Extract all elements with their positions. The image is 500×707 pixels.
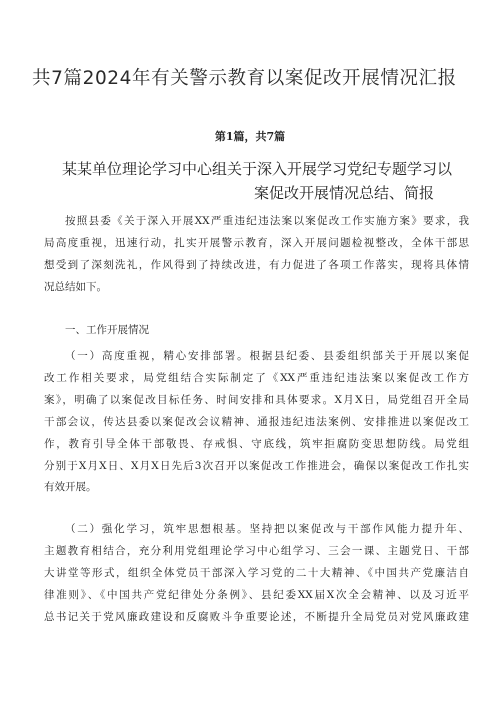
paragraph-line: 案》，明确了以案促改目标任务、时间安排和具体要求。X月X日，局党组召开全局 [44,393,469,406]
paragraph-line: 按照县委《关于深入开展XX严重违纪违法案以案促改工作实施方案》要求，我 [65,215,469,227]
paragraph-line: 作，教育引导全体干部敬畏、存戒惧、守底线，筑牢拒腐防变思想防线。局党组 [44,437,469,450]
item1-paragraph [44,346,469,499]
section-title: 一、工作开展情况 [65,324,149,336]
paragraph-line: 大讲堂等形式，组织全体党员干部深入学习党的二十大精神、《中国共产党廉洁自 [44,566,469,579]
paragraph-line: 局高度重视，迅速行动，扎实开展警示教育，深入开展问题检视整改，全体干部思 [44,236,469,249]
paragraph-line: 有效开展。 [44,481,97,494]
paragraph-line: 况总结如下。 [44,280,107,293]
paragraph-line: 主题教育相结合，充分利用党组理论学习中心组学习、三会一课、主题党日、干部 [44,544,469,557]
paragraph-line: 总书记关于党风廉政建设和反腐败斗争重要论述，不断提升全局党员对党风廉政建 [44,610,469,623]
paragraph-line: 律准则》、《中国共产党纪律处分条例》、县纪委XX届X次全会精神、以及习近平 [44,588,469,601]
document-title: 共7篇2024年有关警示教育以案促改开展情况汇报 [32,68,457,89]
article-heading [40,157,458,205]
paragraph-line: （二）强化学习，筑牢思想根基。坚持把以案促改与干部作风能力提升年、 [65,523,469,535]
heading-line: 某某单位理论学习中心组关于深入开展学习党纪专题学习以 [61,160,452,178]
paragraph-line: 想受到了深刻洗礼，作风得到了持续改进，有力促进了各项工作落实，现将具体情 [44,258,469,271]
heading-line: 案促改开展情况总结、简报 [253,184,434,202]
paragraph-line: （一）高度重视，精心安排部署。根据县纪委、县委组织部关于开展以案促 [65,350,469,362]
part-label: 第1篇，共7篇 [214,130,286,143]
paragraph-line: 干部会议，传达县委以案促改会议精神、通报违纪违法案例、安排推进以案促改工 [44,415,469,428]
intro-paragraph [44,211,469,299]
paragraph-line: 分别于X月X日、X月X日先后3次召开以案促改工作推进会，确保以案促改工作扎实 [44,459,469,472]
paragraph-line: 改工作相关要求，局党组结合实际制定了《XX严重违纪违法案以案促改工作方 [44,371,469,384]
item2-paragraph [44,519,469,629]
